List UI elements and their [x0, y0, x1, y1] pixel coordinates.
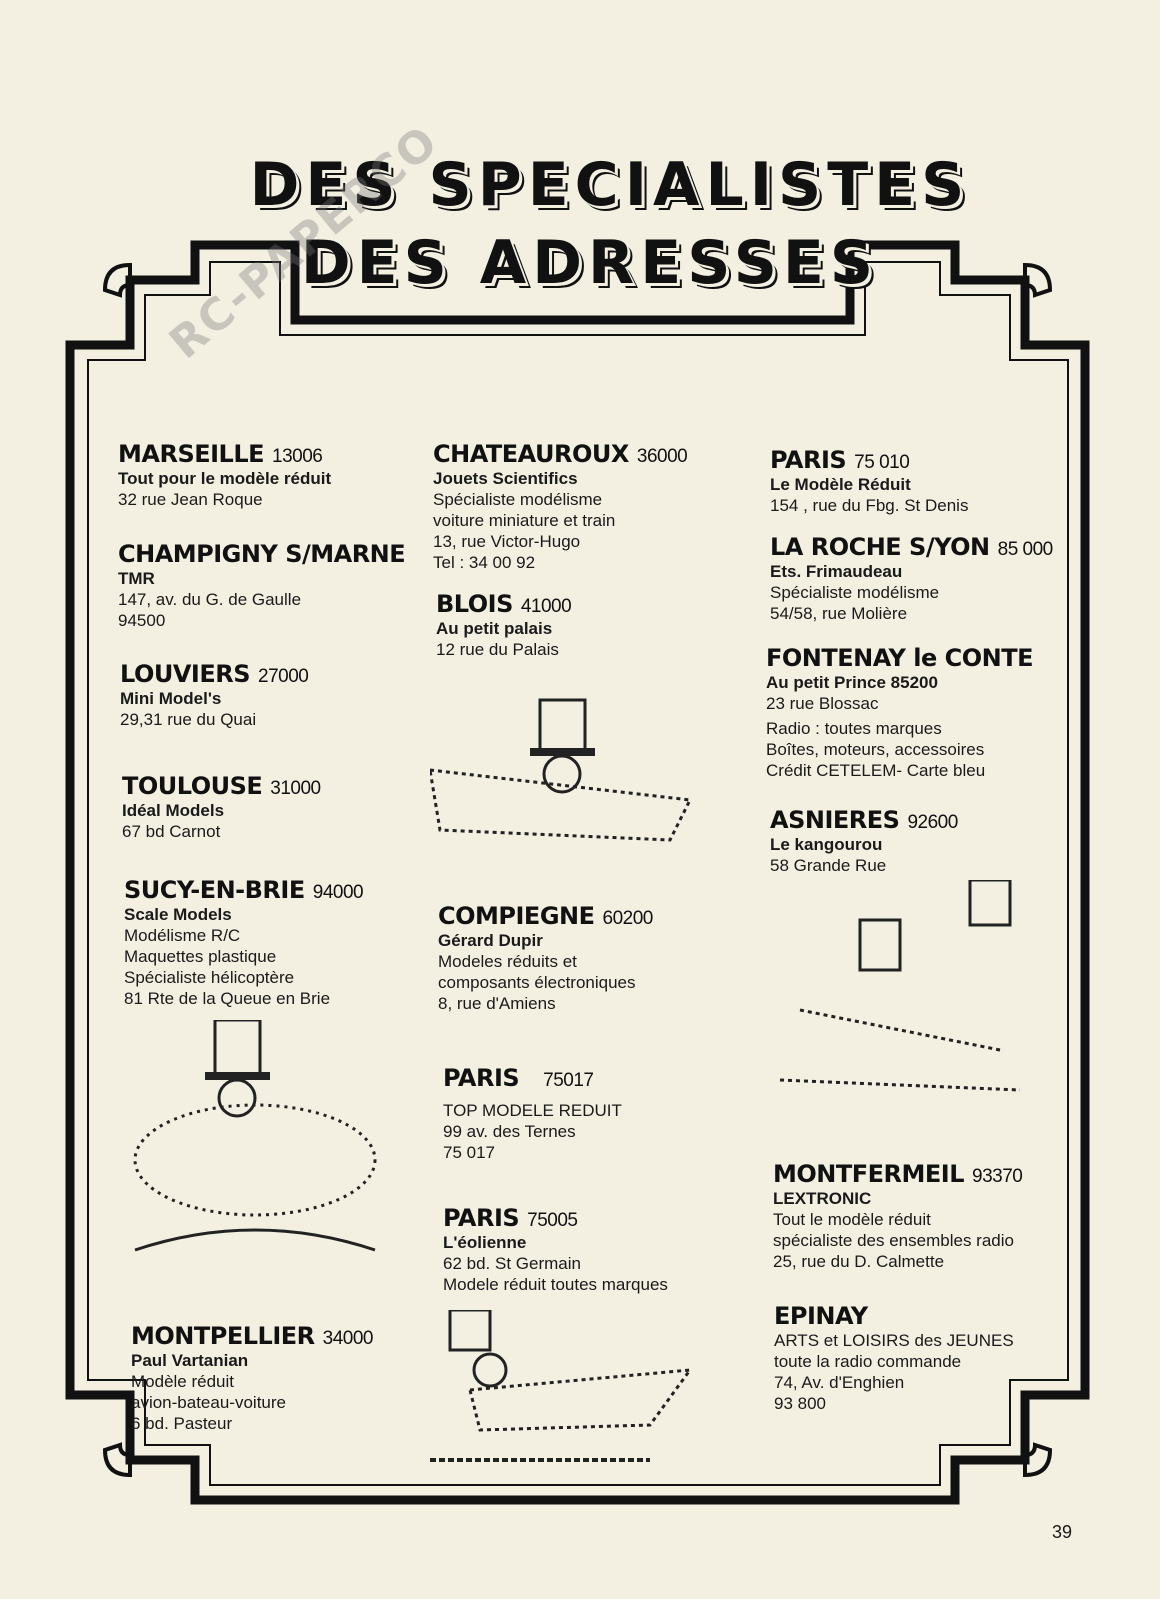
address-line: Tout le modèle réduit	[773, 1210, 931, 1229]
listing-chateauroux	[433, 440, 687, 573]
listing-epinay	[774, 1302, 1014, 1414]
listing-la-roche-syon	[770, 533, 1053, 624]
address-line: voiture miniature et train	[433, 511, 616, 530]
airplane-man-illustration	[115, 1020, 395, 1300]
shop-name: Mini Model's	[120, 689, 222, 708]
listing-marseille	[118, 440, 331, 510]
address-line: Spécialiste modélisme	[770, 583, 940, 602]
address-line: 67 bd Carnot	[122, 822, 221, 841]
address-line: 6 bd. Pasteur	[131, 1414, 233, 1433]
address-line: 99 av. des Ternes	[443, 1122, 576, 1141]
address-line: 81 Rte de la Queue en Brie	[124, 989, 331, 1008]
shop-name: Au petit palais	[436, 619, 553, 638]
address-line: Modeles réduits et	[438, 952, 577, 971]
address-line: 154 , rue du Fbg. St Denis	[770, 496, 969, 515]
address-line: 54/58, rue Molière	[770, 604, 908, 623]
shop-name: Scale Models	[124, 905, 232, 924]
address-line: Modele réduit toutes marques	[443, 1275, 668, 1294]
city-name: SUCY-EN-BRIE 94000	[124, 876, 364, 904]
listing-montpellier	[131, 1322, 373, 1434]
city-name: FONTENAY le CONTE	[766, 644, 1033, 672]
address-line: Modélisme R/C	[124, 926, 241, 945]
listing-sucy-en-brie	[124, 876, 363, 1009]
shop-name: L'éolienne	[443, 1233, 527, 1252]
shop-name: Tout pour le modèle réduit	[118, 469, 332, 488]
address-line: Modèle réduit	[131, 1372, 235, 1391]
city-name: TOULOUSE 31000	[122, 772, 321, 800]
address-line: toute la radio commande	[774, 1352, 962, 1371]
address-line: 23 rue Blossac	[766, 694, 879, 713]
address-line: 58 Grande Rue	[770, 856, 887, 875]
city-name: MONTFERMEIL 93370	[773, 1160, 1023, 1188]
address-line: 147, av. du G. de Gaulle	[118, 590, 302, 609]
address-line: Spécialiste modélisme	[433, 490, 603, 509]
address-line: 8, rue d'Amiens	[438, 994, 556, 1013]
listing-toulouse	[122, 772, 321, 842]
city-name: ASNIERES 92600	[770, 806, 958, 834]
address-line: 29,31 rue du Quai	[120, 710, 257, 729]
shop-name: Au petit Prince 85200	[766, 673, 938, 692]
address-line: 62 bd. St Germain	[443, 1254, 581, 1273]
city-name: LOUVIERS 27000	[120, 660, 309, 688]
shop-name: Paul Vartanian	[131, 1351, 249, 1370]
listing-compiegne	[438, 902, 653, 1014]
city-name: PARIS 75005	[443, 1204, 578, 1232]
address-line: composants électroniques	[438, 973, 636, 992]
title-line-2: DES ADRESSES	[300, 228, 880, 298]
address-line: Spécialiste hélicoptère	[124, 968, 295, 987]
city-name: PARIS 75017	[443, 1064, 594, 1092]
page-number: 39	[1051, 1522, 1072, 1542]
city-name: MARSEILLE 13006	[118, 440, 323, 468]
address-line: Crédit CETELEM- Carte bleu	[766, 761, 986, 780]
address-line: 32 rue Jean Roque	[118, 490, 263, 509]
city-name: CHATEAUROUX 36000	[433, 440, 688, 468]
city-name: MONTPELLIER 34000	[131, 1322, 373, 1350]
shop-name: Gérard Dupir	[438, 931, 543, 950]
address-line: Maquettes plastique	[124, 947, 277, 966]
address-line: 25, rue du D. Calmette	[773, 1252, 945, 1271]
listing-paris-75017	[443, 1064, 622, 1163]
listing-paris-75010	[770, 446, 968, 516]
address-line: 75 017	[443, 1143, 495, 1162]
city-name: LA ROCHE S/YON 85 000	[770, 533, 1053, 561]
address-line: 12 rue du Palais	[436, 640, 559, 659]
shop-name: Jouets Scientifics	[433, 469, 578, 488]
address-line: 13, rue Victor-Hugo	[433, 532, 581, 551]
watermark: RC-PAPERCO	[160, 115, 449, 370]
car-man-illustration	[430, 1310, 710, 1470]
address-line: ARTS et LOISIRS des JEUNES	[774, 1331, 1014, 1350]
city-name: EPINAY	[774, 1302, 868, 1330]
listing-paris-75005	[443, 1204, 668, 1295]
listing-asnieres	[770, 806, 958, 876]
shop-name: Le kangourou	[770, 835, 883, 854]
address-line: TOP MODELE REDUIT	[443, 1101, 622, 1120]
address-line: avion-bateau-voiture	[131, 1393, 286, 1412]
flying-man-illustration	[430, 690, 710, 850]
address-line: 74, Av. d'Enghien	[774, 1373, 905, 1392]
city-name: PARIS 75 010	[770, 446, 910, 474]
shop-name: LEXTRONIC	[773, 1189, 872, 1208]
shop-name: Idéal Models	[122, 801, 225, 820]
shop-name: TMR	[118, 569, 155, 588]
shop-name: Le Modèle Réduit	[770, 475, 911, 494]
address-line: Boîtes, moteurs, accessoires	[766, 740, 985, 759]
listing-blois	[436, 590, 571, 660]
listing-fontenay-le-conte	[766, 644, 1033, 781]
address-line: Radio : toutes marques	[766, 719, 942, 738]
city-name: CHAMPIGNY S/MARNE	[118, 540, 406, 568]
address-line: 94500	[118, 611, 166, 630]
listing-champigny	[118, 540, 405, 631]
address-line: spécialiste des ensembles radio	[773, 1231, 1014, 1250]
address-line: 93 800	[774, 1394, 826, 1413]
shop-name: Ets. Frimaudeau	[770, 562, 903, 581]
listing-montfermeil	[773, 1160, 1022, 1272]
city-name: COMPIEGNE 60200	[438, 902, 653, 930]
listing-louviers	[120, 660, 308, 730]
title-line-1: DES SPECIALISTES	[249, 150, 971, 220]
walking-man-illustration	[760, 880, 1030, 1130]
city-name: BLOIS 41000	[436, 590, 572, 618]
address-line: Tel : 34 00 92	[433, 553, 536, 572]
